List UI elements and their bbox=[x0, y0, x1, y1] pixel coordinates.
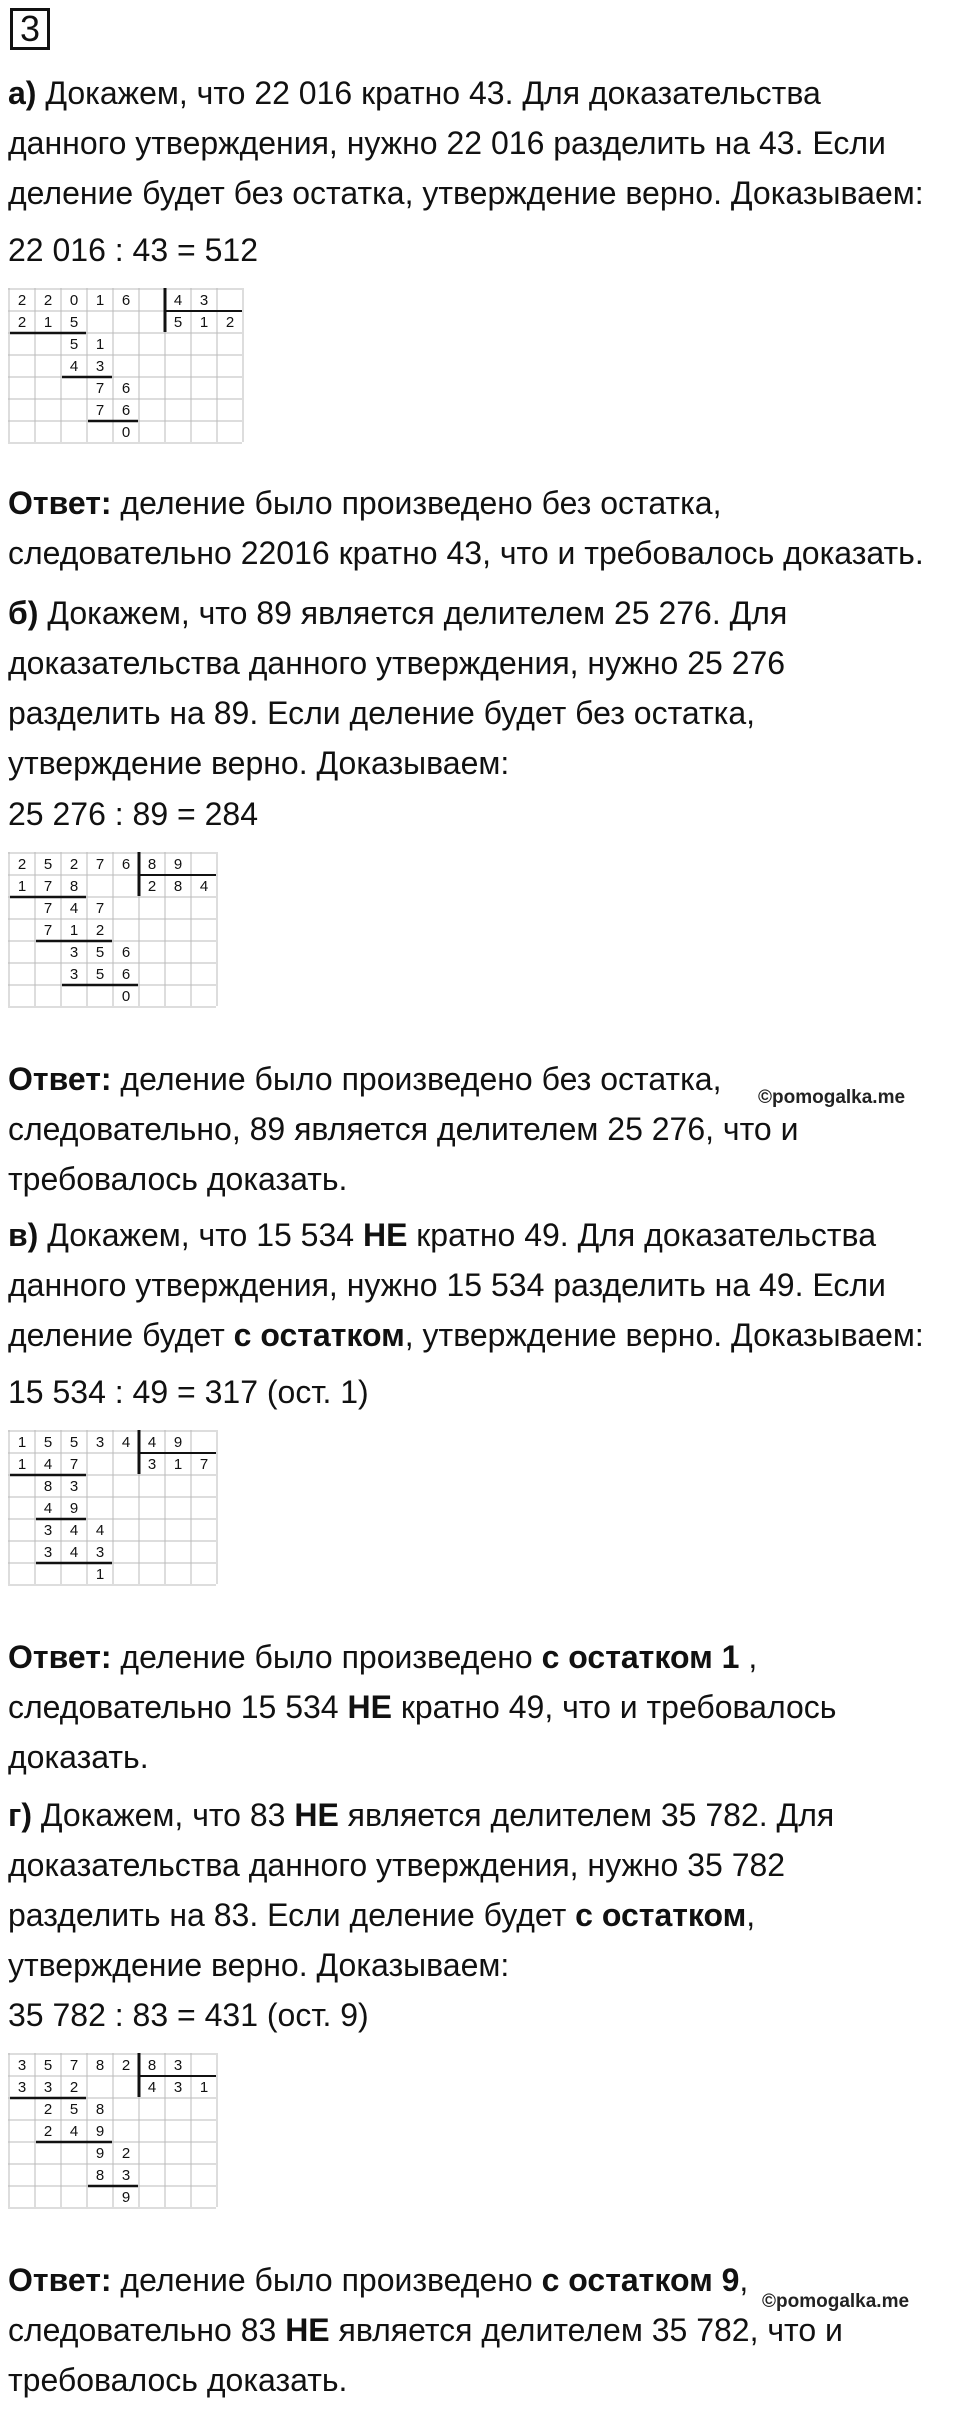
division-digit: 8 bbox=[95, 2101, 105, 2118]
division-digit: 9 bbox=[69, 1500, 79, 1517]
statement-line bbox=[8, 1890, 953, 1940]
division-digit: 3 bbox=[95, 1434, 105, 1451]
statement-line bbox=[8, 638, 953, 688]
division-digit: 5 bbox=[69, 2101, 79, 2118]
division-digit: 3 bbox=[121, 2167, 131, 2184]
part-letter: б) bbox=[8, 595, 39, 631]
statement-text: разделить на 83. Если деление будет bbox=[8, 1897, 576, 1933]
division-digit: 8 bbox=[95, 2167, 105, 2184]
division-digit: 4 bbox=[173, 292, 183, 309]
answer-line bbox=[8, 2355, 953, 2405]
emphasis-text: НЕ bbox=[285, 2312, 330, 2348]
division-digit: 9 bbox=[173, 1434, 183, 1451]
statement-text: кратно 49. Для доказательства bbox=[407, 1217, 876, 1253]
emphasis-text: НЕ bbox=[362, 1217, 408, 1253]
division-digit: 3 bbox=[69, 1478, 79, 1495]
answer-text: кратно 49, что и требовалось bbox=[391, 1689, 837, 1725]
division-equation: 15 534 : 49 = 317 (ост. 1) bbox=[8, 1374, 369, 1410]
division-digit: 9 bbox=[95, 2145, 105, 2162]
statement-text: доказательства данного утверждения, нужно 25 276 bbox=[8, 645, 786, 681]
part-letter: а) bbox=[8, 75, 37, 111]
division-digit: 3 bbox=[69, 944, 79, 961]
division-digit: 5 bbox=[95, 966, 105, 983]
task-number: 3 bbox=[10, 8, 50, 50]
answer-text: деление было произведено без остатка, bbox=[111, 485, 722, 521]
answer-label: Ответ: bbox=[8, 485, 112, 521]
answer-label: Ответ: bbox=[8, 2262, 112, 2298]
division-digit: 4 bbox=[199, 878, 209, 895]
division-digit: 5 bbox=[69, 1434, 79, 1451]
division-digit: 1 bbox=[173, 1456, 183, 1473]
division-equation: 22 016 : 43 = 512 bbox=[8, 232, 258, 268]
division-digit: 3 bbox=[173, 2057, 183, 2074]
answer-text: требовалось доказать. bbox=[8, 1161, 348, 1197]
division-digit: 4 bbox=[121, 1434, 131, 1451]
division-digit: 3 bbox=[17, 2057, 27, 2074]
statement-text: разделить на 89. Если деление будет без остатка, bbox=[8, 695, 756, 731]
long-division-grid bbox=[8, 288, 246, 446]
division-digit: 3 bbox=[147, 1456, 157, 1473]
division-digit: 3 bbox=[199, 292, 209, 309]
division-digit: 4 bbox=[147, 2079, 157, 2096]
division-digit: 3 bbox=[43, 1522, 53, 1539]
statement-text: деление будет без остатка, утверждение верно. Доказываем: bbox=[8, 175, 924, 211]
statement-line bbox=[8, 118, 953, 168]
answer-line bbox=[8, 1632, 953, 1682]
division-digit: 2 bbox=[43, 2101, 53, 2118]
answer-text: деление было произведено bbox=[111, 2262, 542, 2298]
division-digit: 8 bbox=[69, 878, 79, 895]
answer-line bbox=[8, 478, 953, 528]
statement-line bbox=[8, 1260, 953, 1310]
division-digit: 7 bbox=[199, 1456, 209, 1473]
division-digit: 8 bbox=[95, 2057, 105, 2074]
statement-text: является делителем 35 782. Для bbox=[338, 1797, 835, 1833]
answer-block bbox=[8, 2255, 953, 2405]
answer-text: следовательно 22016 кратно 43, что и требовалось доказать. bbox=[8, 535, 924, 571]
statement-line bbox=[8, 168, 953, 218]
division-digit: 4 bbox=[147, 1434, 157, 1451]
long-division-grid bbox=[8, 852, 220, 1010]
division-digit: 7 bbox=[43, 900, 53, 917]
division-digit: 7 bbox=[69, 1456, 79, 1473]
division-digit: 4 bbox=[43, 1456, 53, 1473]
division-digit: 5 bbox=[95, 944, 105, 961]
division-digit: 0 bbox=[121, 424, 131, 441]
division-digit: 3 bbox=[43, 2079, 53, 2096]
division-digit: 6 bbox=[121, 292, 131, 309]
division-digit: 2 bbox=[121, 2145, 131, 2162]
statement-text: Докажем, что 22 016 кратно 43. Для доказательства bbox=[36, 75, 821, 111]
statement-line bbox=[8, 1840, 953, 1890]
watermark: ©pomogalka.me bbox=[758, 1087, 906, 1108]
statement-line bbox=[8, 738, 953, 788]
division-digit: 1 bbox=[199, 2079, 209, 2096]
division-digit: 1 bbox=[199, 314, 209, 331]
division-digit: 1 bbox=[95, 1566, 105, 1583]
statement-text: , bbox=[746, 1897, 756, 1933]
statement-text: Докажем, что 89 является делителем 25 276. Для bbox=[38, 595, 788, 631]
part-statement bbox=[8, 1210, 953, 1360]
division-digit: 7 bbox=[69, 2057, 79, 2074]
division-digit: 2 bbox=[17, 314, 27, 331]
division-digit: 8 bbox=[173, 878, 183, 895]
part-statement bbox=[8, 68, 953, 218]
division-digit: 5 bbox=[173, 314, 183, 331]
statement-text: данного утверждения, нужно 15 534 разделить на 49. Если bbox=[8, 1267, 886, 1303]
division-digit: 2 bbox=[69, 2079, 79, 2096]
division-digit: 2 bbox=[95, 922, 105, 939]
emphasis-text: с остатком 9 bbox=[541, 2262, 740, 2298]
division-digit: 3 bbox=[95, 358, 105, 375]
division-digit: 6 bbox=[121, 380, 131, 397]
answer-label: Ответ: bbox=[8, 1061, 112, 1097]
part-statement bbox=[8, 1790, 953, 1990]
emphasis-text: с остатком 1 bbox=[541, 1639, 740, 1675]
emphasis-text: с остатком bbox=[575, 1897, 747, 1933]
answer-block bbox=[8, 478, 953, 578]
answer-text: доказать. bbox=[8, 1739, 149, 1775]
answer-line bbox=[8, 1682, 953, 1732]
statement-line bbox=[8, 1210, 953, 1260]
answer-text: , bbox=[739, 2262, 749, 2298]
division-digit: 1 bbox=[17, 1456, 27, 1473]
division-digit: 7 bbox=[95, 856, 105, 873]
division-digit: 2 bbox=[17, 292, 27, 309]
division-digit: 9 bbox=[95, 2123, 105, 2140]
division-digit: 4 bbox=[69, 900, 79, 917]
division-digit: 1 bbox=[43, 314, 53, 331]
part-statement bbox=[8, 588, 953, 788]
emphasis-text: с остатком bbox=[233, 1317, 405, 1353]
division-digit: 3 bbox=[173, 2079, 183, 2096]
division-digit: 0 bbox=[69, 292, 79, 309]
answer-block bbox=[8, 1632, 953, 1782]
emphasis-text: НЕ bbox=[294, 1797, 339, 1833]
answer-text: следовательно 83 bbox=[8, 2312, 286, 2348]
division-digit: 7 bbox=[43, 922, 53, 939]
statement-text: Докажем, что 83 bbox=[31, 1797, 295, 1833]
division-digit: 8 bbox=[147, 2057, 157, 2074]
statement-line bbox=[8, 68, 953, 118]
statement-text: Докажем, что 15 534 bbox=[38, 1217, 363, 1253]
division-digit: 3 bbox=[43, 1544, 53, 1561]
statement-text: утверждение верно. Доказываем: bbox=[8, 745, 510, 781]
division-digit: 9 bbox=[121, 2189, 131, 2206]
answer-text: деление было произведено без остатка, bbox=[111, 1061, 722, 1097]
division-digit: 2 bbox=[225, 314, 235, 331]
division-digit: 6 bbox=[121, 944, 131, 961]
answer-text: следовательно 15 534 bbox=[8, 1689, 348, 1725]
division-digit: 3 bbox=[69, 966, 79, 983]
division-digit: 6 bbox=[121, 402, 131, 419]
division-digit: 8 bbox=[147, 856, 157, 873]
answer-block bbox=[8, 1054, 953, 1204]
emphasis-text: НЕ bbox=[347, 1689, 392, 1725]
answer-text: требовалось доказать. bbox=[8, 2362, 348, 2398]
division-digit: 7 bbox=[43, 878, 53, 895]
answer-line bbox=[8, 1154, 953, 1204]
division-digit: 4 bbox=[69, 2123, 79, 2140]
division-digit: 1 bbox=[17, 1434, 27, 1451]
division-digit: 5 bbox=[43, 856, 53, 873]
division-digit: 9 bbox=[173, 856, 183, 873]
part-letter: г) bbox=[8, 1797, 32, 1833]
division-digit: 8 bbox=[43, 1478, 53, 1495]
division-digit: 6 bbox=[121, 856, 131, 873]
division-digit: 2 bbox=[43, 292, 53, 309]
division-digit: 4 bbox=[43, 1500, 53, 1517]
answer-text: деление было произведено bbox=[111, 1639, 542, 1675]
answer-line bbox=[8, 528, 953, 578]
division-digit: 3 bbox=[17, 2079, 27, 2096]
answer-label: Ответ: bbox=[8, 1639, 112, 1675]
answer-line bbox=[8, 1732, 953, 1782]
division-digit: 1 bbox=[95, 336, 105, 353]
division-digit: 1 bbox=[17, 878, 27, 895]
statement-text: доказательства данного утверждения, нужно 35 782 bbox=[8, 1847, 786, 1883]
division-digit: 5 bbox=[69, 314, 79, 331]
answer-line bbox=[8, 1104, 953, 1154]
part-letter: в) bbox=[8, 1217, 39, 1253]
long-division-grid bbox=[8, 1430, 220, 1588]
division-digit: 4 bbox=[69, 1544, 79, 1561]
statement-text: утверждение верно. Доказываем: bbox=[8, 1947, 510, 1983]
division-digit: 7 bbox=[95, 380, 105, 397]
division-digit: 5 bbox=[43, 2057, 53, 2074]
watermark: ©pomogalka.me bbox=[762, 2291, 910, 2312]
division-digit: 2 bbox=[69, 856, 79, 873]
statement-text: деление будет bbox=[8, 1317, 234, 1353]
division-digit: 2 bbox=[147, 878, 157, 895]
statement-line bbox=[8, 688, 953, 738]
statement-line bbox=[8, 1940, 953, 1990]
division-digit: 7 bbox=[95, 402, 105, 419]
division-digit: 2 bbox=[121, 2057, 131, 2074]
division-digit: 3 bbox=[95, 1544, 105, 1561]
division-digit: 5 bbox=[69, 336, 79, 353]
division-equation: 35 782 : 83 = 431 (ост. 9) bbox=[8, 1997, 369, 2033]
statement-text: данного утверждения, нужно 22 016 разделить на 43. Если bbox=[8, 125, 886, 161]
answer-text: , bbox=[739, 1639, 758, 1675]
division-digit: 2 bbox=[43, 2123, 53, 2140]
statement-text: , утверждение верно. Доказываем: bbox=[404, 1317, 924, 1353]
division-digit: 0 bbox=[121, 988, 131, 1005]
division-digit: 4 bbox=[95, 1522, 105, 1539]
division-digit: 7 bbox=[95, 900, 105, 917]
statement-line bbox=[8, 588, 953, 638]
division-digit: 4 bbox=[69, 358, 79, 375]
statement-line bbox=[8, 1310, 953, 1360]
statement-line bbox=[8, 1790, 953, 1840]
answer-text: является делителем 35 782, что и bbox=[329, 2312, 843, 2348]
division-digit: 6 bbox=[121, 966, 131, 983]
division-digit: 4 bbox=[69, 1522, 79, 1539]
answer-text: следовательно, 89 является делителем 25 276, что и bbox=[8, 1111, 799, 1147]
division-digit: 1 bbox=[95, 292, 105, 309]
division-equation: 25 276 : 89 = 284 bbox=[8, 796, 258, 832]
division-digit: 2 bbox=[17, 856, 27, 873]
division-digit: 5 bbox=[43, 1434, 53, 1451]
long-division-grid bbox=[8, 2053, 220, 2211]
division-digit: 1 bbox=[69, 922, 79, 939]
